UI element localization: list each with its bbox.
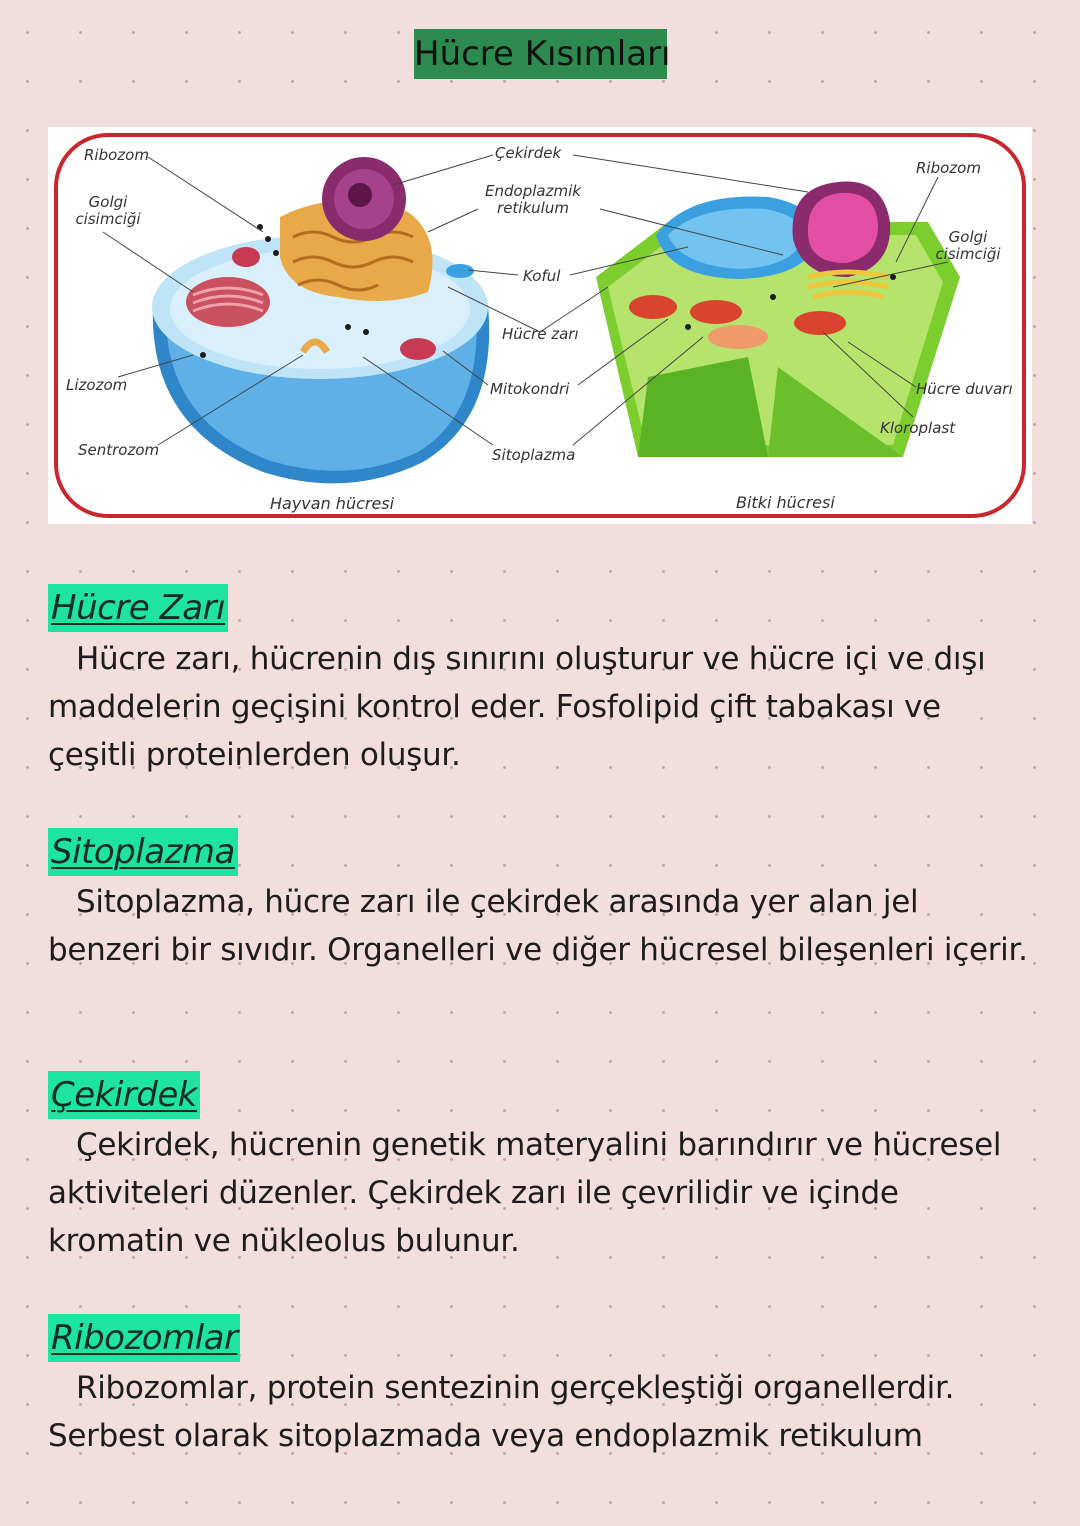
heading-ribozomlar: Ribozomlar — [48, 1314, 240, 1362]
plant-cell-caption: Bitki hücresi — [736, 493, 835, 512]
label-er-box — [473, 183, 593, 223]
label-lizozom: Lizozom — [66, 376, 128, 394]
paragraph-sitoplazma — [48, 878, 1038, 974]
page-title: Hücre Kısımları — [414, 29, 667, 79]
heading-hucre-zari: Hücre Zarı — [48, 584, 228, 632]
paragraph-ribozomlar-text: Ribozomlar, protein sentezinin gerçekleştiği organellerdir. Serbest olarak sitoplazmada veya endoplazmik retikulum — [48, 1370, 955, 1454]
paragraph-ribozomlar — [48, 1364, 1038, 1460]
label-hucre-zari: Hücre zarı — [502, 325, 579, 343]
label-er: Endoplazmik retikulum — [485, 183, 581, 217]
heading-sitoplazma: Sitoplazma — [48, 828, 238, 876]
paragraph-cekirdek-text: Çekirdek, hücrenin genetik materyalini barındırır ve hücresel aktiviteleri düzenler. Çekirdek zarı ile çevrilidir ve içinde kromatin ve nükleolus bulunur. — [48, 1127, 1002, 1259]
label-golgi-right-box — [920, 229, 1016, 269]
plant-cell-illustration — [596, 182, 960, 458]
heading-cekirdek: Çekirdek — [48, 1071, 200, 1119]
paragraph-sitoplazma-text: Sitoplazma, hücre zarı ile çekirdek arasında yer alan jel benzeri bir sıvıdır. Organelleri ve diğer hücresel bileşenleri içerir. — [48, 884, 1028, 968]
paragraph-hucre-zari-text: Hücre zarı, hücrenin dış sınırını oluşturur ve hücre içi ve dışı maddelerin geçişini kontrol eder. Fosfolipid çift tabakası ve çeşitli proteinlerden oluşur. — [48, 641, 986, 773]
paragraph-hucre-zari — [48, 635, 1038, 779]
label-golgi-left: Golgi cisimciği — [75, 194, 141, 228]
label-cekirdek: Çekirdek — [495, 144, 562, 162]
label-ribozom-left: Ribozom — [84, 146, 149, 164]
label-golgi-right: Golgi cisimciği — [935, 229, 1001, 263]
label-hucre-duvari: Hücre duvarı — [916, 380, 1013, 398]
animal-cell-caption: Hayvan hücresi — [270, 494, 395, 513]
label-sentrozom: Sentrozom — [78, 441, 160, 459]
label-mitokondri: Mitokondri — [490, 380, 570, 398]
label-sitoplazma: Sitoplazma — [492, 446, 576, 464]
label-ribozom-right: Ribozom — [916, 159, 981, 177]
paragraph-cekirdek — [48, 1121, 1038, 1265]
label-golgi-left-box — [58, 194, 158, 238]
label-kloroplast: Kloroplast — [880, 419, 956, 437]
cell-diagram — [48, 127, 1032, 524]
animal-cell-illustration — [152, 157, 489, 483]
label-koful: Koful — [523, 267, 561, 285]
cell-diagram-svg — [48, 127, 1032, 524]
